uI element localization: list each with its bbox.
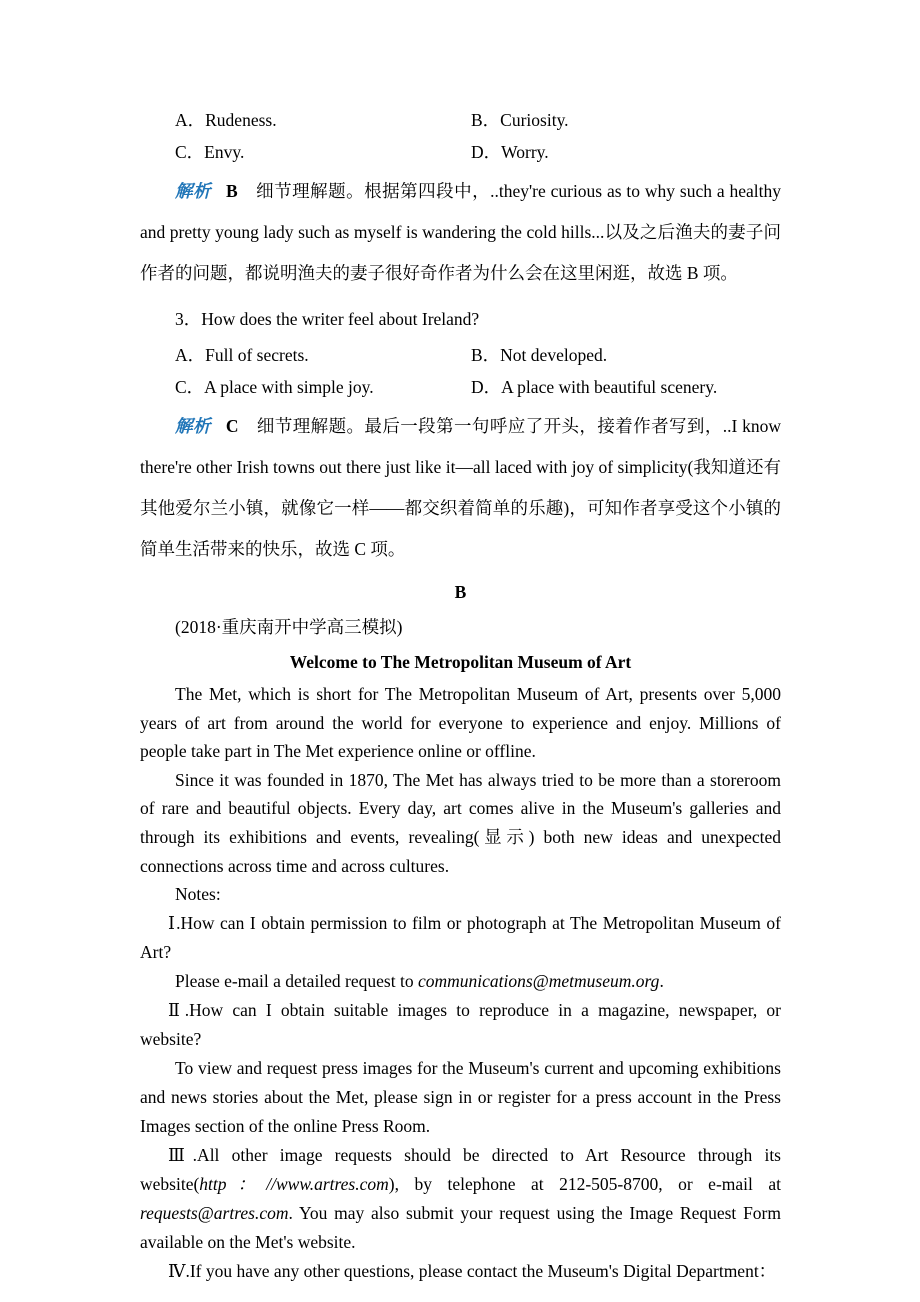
section-letter: B [454,582,467,602]
note-1-answer-text: Please e-mail a detailed request to [175,970,418,991]
q3-options-row-ab [140,339,781,371]
notes-label: Notes: [175,884,221,905]
q2-option-a: A．Rudeness. [175,110,277,130]
q3-options-row-cd [140,371,781,403]
q2-option-d: D．Worry. [471,142,549,162]
q2-options-row-cd [140,136,781,168]
note-3-text [140,1141,781,1257]
q3-analysis-text: 细节理解题。最后一段第一句呼应了开头，接着作者写到，..I know there're other Irish towns out there just like it—all laced with joy of simplicity(我知道还有其他爱尔兰小镇，就像它一样——都交织着简单的乐趣)，可知作者享受这个小镇的简单生活带来的快乐，故选 C 项。 [140,416,782,559]
q3-question: 3．How does the writer feel about Ireland? [175,309,480,329]
q3-option-b: B．Not developed. [471,345,608,365]
note-4-text: Ⅳ.If you have any other questions, please contact the Museum's Digital Department： [168,1260,777,1281]
q2-analysis-paragraph [140,171,781,294]
note-1-answer-period: . [659,970,664,991]
note-2-question: Ⅱ.How can I obtain suitable images to reproduce in a magazine, newspaper, or website? [140,999,781,1049]
q2-option-c: C．Envy. [175,142,245,162]
q3-option-d: D．A place with beautiful scenery. [471,377,718,397]
note-1-email: communications@metmuseum.org [417,970,660,991]
q3-option-a: A．Full of secrets. [175,345,309,365]
note-2-answer: To view and request press images for the Museum's current and upcoming exhibitions and news stories about the Met, please sign in or register for a press account in the Press Images section of the online Press Room. [140,1057,781,1136]
q3-answer-letter: C [225,416,239,436]
passage-title: Welcome to The Metropolitan Museum of Art [289,652,632,672]
note-1-answer [140,967,781,996]
note-1-question: Ⅰ.How can I obtain permission to film or photograph at The Metropolitan Museum of Art? [140,912,781,962]
q2-option-b: B．Curiosity. [471,110,569,130]
note-3-post: . You may also submit your request using the Image Request Form available on the Met's website. [140,1202,781,1252]
q3-option-c: C．A place with simple joy. [175,377,374,397]
passage-paragraph-1: The Met, which is short for The Metropolitan Museum of Art, presents over 5,000 years of art from around the world for everyone to experience and enjoy. Millions of people take part in The Met experience online or offline. [140,684,781,762]
note-3-mid: ), by telephone at 212-505-8700, or e-mail at [388,1173,781,1194]
passage-paragraph-2: Since it was founded in 1870, The Met has always tried to be more than a storeroom of rare and beautiful objects. Every day, art comes alive in the Museum's galleries and through its exhibitions and events, revealing(显示) both new ideas and unexpected connections across time and across cultures. [140,769,781,876]
note-3-url: http：//www.artres.com [199,1173,389,1194]
q2-answer-letter: B [226,181,238,201]
analysis-label: 解析 [175,181,211,201]
q2-options-row-ab [140,104,781,136]
note-3-email: requests@artres.com [140,1202,289,1223]
passage-source: (2018·重庆南开中学高三模拟) [175,617,403,637]
q2-analysis-text: 细节理解题。根据第四段中，..they're curious as to why such a healthy and pretty young lady such as myself is wandering the cold hills...以及之后渔夫的妻子问作者的问题，都说明渔夫的妻子很好奇作者为什么会在这里闲逛，故选 B 项。 [140,181,782,283]
q3-analysis-paragraph [140,406,781,570]
note-3-pre: Ⅲ.All other image requests should be directed to Art Resource through its website( [140,1144,781,1194]
analysis-label: 解析 [175,416,211,436]
